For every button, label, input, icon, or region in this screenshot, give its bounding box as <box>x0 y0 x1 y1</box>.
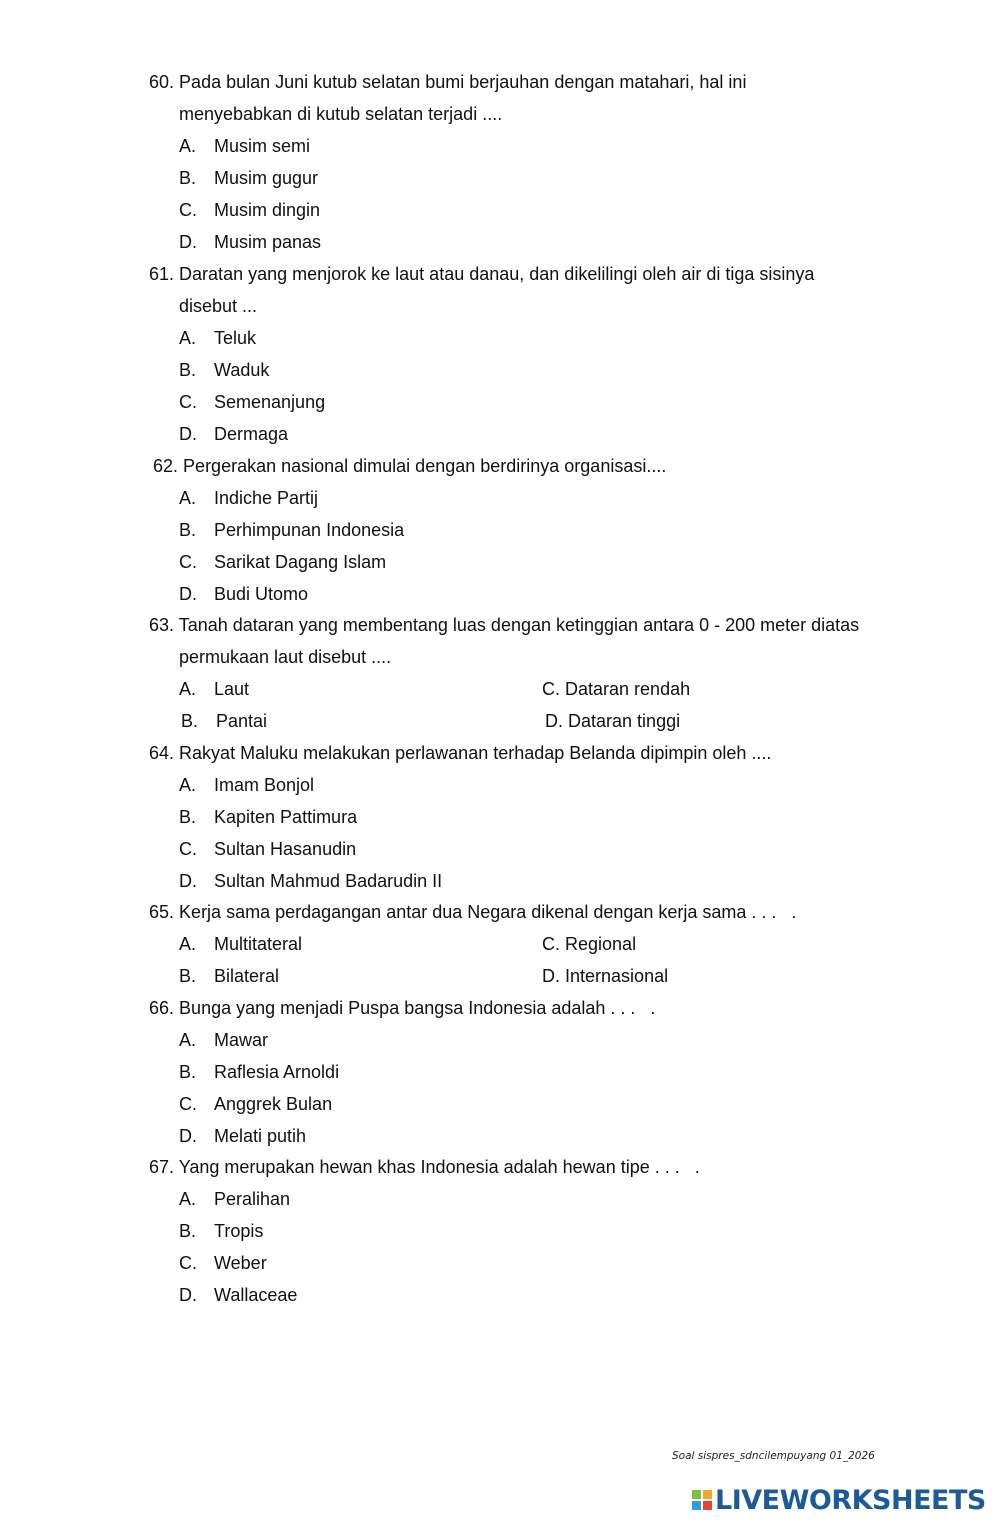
question-63-text-line2: permukaan laut disebut .... <box>179 647 392 667</box>
option-64-b[interactable]: B. Kapiten Pattimura <box>179 807 358 827</box>
liveworksheets-logo-icon <box>692 1490 712 1510</box>
brand-text: LIVEWORKSHEETS <box>715 1484 986 1516</box>
option-62-b[interactable]: B. Perhimpunan Indonesia <box>179 520 405 540</box>
option-61-b[interactable]: B. Waduk <box>179 360 270 380</box>
option-67-b[interactable]: B. Tropis <box>179 1221 264 1241</box>
option-61-c[interactable]: C. Semenanjung <box>179 392 326 412</box>
option-60-d[interactable]: D. Musim panas <box>179 232 322 252</box>
option-60-b[interactable]: B. Musim gugur <box>179 168 319 188</box>
question-67-text: 67. Yang merupakan hewan khas Indonesia adalah hewan tipe . . . . <box>149 1157 700 1177</box>
logo-square-red <box>703 1501 712 1510</box>
option-60-c[interactable]: C. Musim dingin <box>179 200 321 220</box>
option-65-a[interactable]: A. Multitateral <box>179 934 303 954</box>
option-66-b[interactable]: B. Raflesia Arnoldi <box>179 1062 340 1082</box>
option-66-a[interactable]: A. Mawar <box>179 1030 269 1050</box>
option-67-c[interactable]: C. Weber <box>179 1253 267 1273</box>
option-61-d[interactable]: D. Dermaga <box>179 424 289 444</box>
option-64-d[interactable]: D. Sultan Mahmud Badarudin II <box>179 871 443 891</box>
question-62-text: 62. Pergerakan nasional dimulai dengan berdirinya organisasi.... <box>153 456 667 476</box>
liveworksheets-brand[interactable] <box>692 1480 986 1520</box>
logo-square-green <box>692 1490 701 1499</box>
option-64-a[interactable]: A. Imam Bonjol <box>179 775 315 795</box>
option-62-a[interactable]: A. Indiche Partij <box>179 488 319 508</box>
option-67-a[interactable]: A. Peralihan <box>179 1189 291 1209</box>
option-60-a[interactable]: A. Musim semi <box>179 136 311 156</box>
option-63-d[interactable]: D. Dataran tinggi <box>545 711 681 731</box>
option-62-c[interactable]: C. Sarikat Dagang Islam <box>179 552 387 572</box>
question-63-text: 63. Tanah dataran yang membentang luas dengan ketinggian antara 0 - 200 meter diatas <box>149 615 860 635</box>
option-63-c[interactable]: C. Dataran rendah <box>542 679 691 699</box>
option-61-a[interactable]: A. Teluk <box>179 328 257 348</box>
question-65-text: 65. Kerja sama perdagangan antar dua Negara dikenal dengan kerja sama . . . . <box>149 902 797 922</box>
option-65-d[interactable]: D. Internasional <box>542 966 669 986</box>
question-60-text: 60. Pada bulan Juni kutub selatan bumi berjauhan dengan matahari, hal ini <box>149 72 747 92</box>
option-67-d[interactable]: D. Wallaceae <box>179 1285 298 1305</box>
option-64-c[interactable]: C. Sultan Hasanudin <box>179 839 357 859</box>
question-61-text-line2: disebut ... <box>179 296 258 316</box>
option-63-b[interactable]: B. Pantai <box>181 711 268 731</box>
option-66-d[interactable]: D. Melati putih <box>179 1126 307 1146</box>
option-63-a[interactable]: A. Laut <box>179 679 250 699</box>
option-65-c[interactable]: C. Regional <box>542 934 637 954</box>
question-61-text: 61. Daratan yang menjorok ke laut atau danau, dan dikelilingi oleh air di tiga sisinya <box>149 264 815 284</box>
logo-square-orange <box>703 1490 712 1499</box>
option-66-c[interactable]: C. Anggrek Bulan <box>179 1094 333 1114</box>
logo-square-blue <box>692 1501 701 1510</box>
option-65-b[interactable]: B. Bilateral <box>179 966 280 986</box>
option-62-d[interactable]: D. Budi Utomo <box>179 584 309 604</box>
footer-note: Soal sispres_sdncilempuyang 01_2026 <box>672 1450 875 1462</box>
question-64-text: 64. Rakyat Maluku melakukan perlawanan terhadap Belanda dipimpin oleh .... <box>149 743 772 763</box>
question-60-text-line2: menyebabkan di kutub selatan terjadi .... <box>179 104 503 124</box>
question-66-text: 66. Bunga yang menjadi Puspa bangsa Indonesia adalah . . . . <box>149 998 656 1018</box>
